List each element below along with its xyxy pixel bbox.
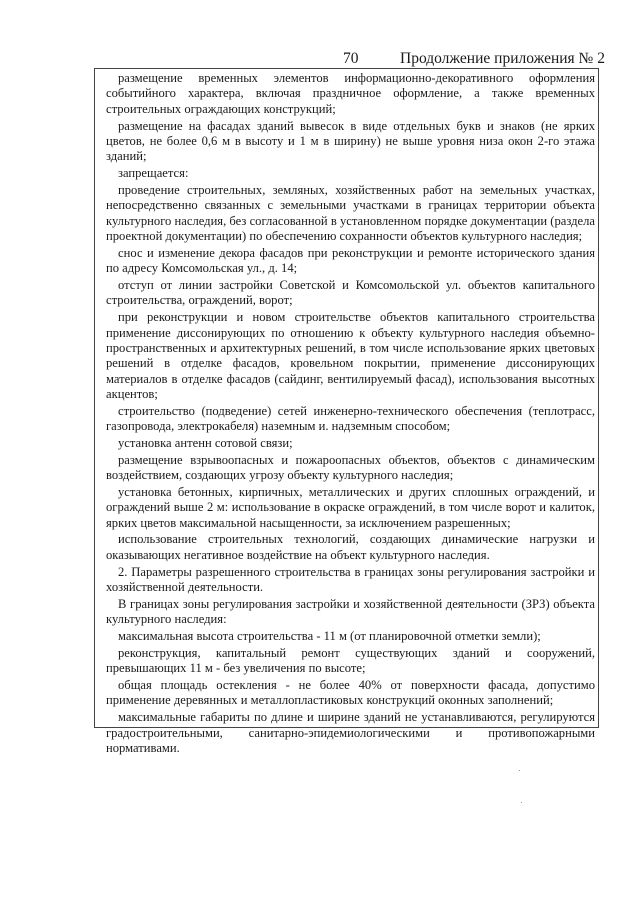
page-number: 70	[343, 50, 359, 67]
paragraph: снос и изменение декора фасадов при реконструкции и ремонте исторического здания по адресу Комсомольская ул., д. 14;	[106, 245, 595, 276]
paragraph: размещение взрывоопасных и пожароопасных объектов, объектов с динамическим воздействием, создающих угрозу объекту культурного наследия;	[106, 452, 595, 483]
paragraph: при реконструкции и новом строительстве объектов капитального строительства применение диссонирующих по отношению к объекту культурного наследия объемно-пространственных и архитектурных решений, в том числе использование ярких цветовых решений в отделке фасадов, кровельном покрытии, применение диссонирующих материалов в отделке фасадов (сайдинг, вентилируемый фасад), использования высотных акцентов;	[106, 310, 595, 401]
paragraph: реконструкция, капитальный ремонт существующих зданий и сооружений, превышающих 11 м - без увеличения по высоте;	[106, 645, 595, 676]
paragraph: максимальная высота строительства - 11 м (от планировочной отметки земли);	[118, 629, 541, 644]
paragraph: размещение на фасадах зданий вывесок в виде отдельных букв и знаков (не ярких цветов, не более 0,6 м в высоту и 1 м в ширину) не выше уровня низа окон 2-го этажа зданий;	[106, 118, 595, 164]
scan-speck	[521, 802, 522, 803]
paragraph: установка антенн сотовой связи;	[118, 435, 293, 450]
scan-speck	[519, 770, 520, 771]
paragraph: В границах зоны регулирования застройки и хозяйственной деятельности (ЗРЗ) объекта культурного наследия:	[106, 596, 595, 627]
document-body	[106, 71, 595, 758]
section-heading: 2. Параметры разрешенного строительства в границах зоны регулирования застройки и хозяйственной деятельности.	[106, 564, 595, 594]
paragraph: строительство (подведение) сетей инженерно-технического обеспечения (теплотрасс, газопровода, электрокабеля) наземным и. надземным способом;	[106, 403, 595, 434]
paragraph: максимальные габариты по длине и ширине зданий не устанавливаются, регулируются градостроительными, санитарно-эпидемиологическими и противопожарными нормативами.	[106, 710, 595, 755]
appendix-title: Продолжение приложения № 2	[400, 50, 605, 67]
paragraph: установка бетонных, кирпичных, металлических и других сплошных ограждений, и ограждений выше 2 м: использование в окраске ограждений, в том числе ворот и калиток, ярких цветов максимальной насыщенности, за исключением разрешенных;	[106, 484, 595, 530]
paragraph: проведение строительных, земляных, хозяйственных работ на земельных участках, непосредственно связанных с земельными участками в границах территории объекта культурного наследия, без согласованной в установленном порядке документации (раздела проектной документации) по обеспечению сохранности объектов культурного наследия;	[106, 182, 595, 243]
paragraph: использование строительных технологий, создающих динамические нагрузки и оказывающих негативное воздействие на объект культурного наследия.	[106, 532, 595, 562]
paragraph: запрещается:	[118, 166, 189, 181]
paragraph: размещение временных элементов информационно-декоративного оформления событийного характера, включая праздничное оформление, а также временных строительных ограждающих конструкций;	[106, 71, 595, 116]
paragraph: отступ от линии застройки Советской и Комсомольской ул. объектов капитального строительства, ограждений, ворот;	[106, 277, 595, 308]
paragraph: общая площадь остекления - не более 40% от поверхности фасада, допустимо применение деревянных и металлопластиковых конструкций оконных заполнений;	[106, 678, 595, 708]
